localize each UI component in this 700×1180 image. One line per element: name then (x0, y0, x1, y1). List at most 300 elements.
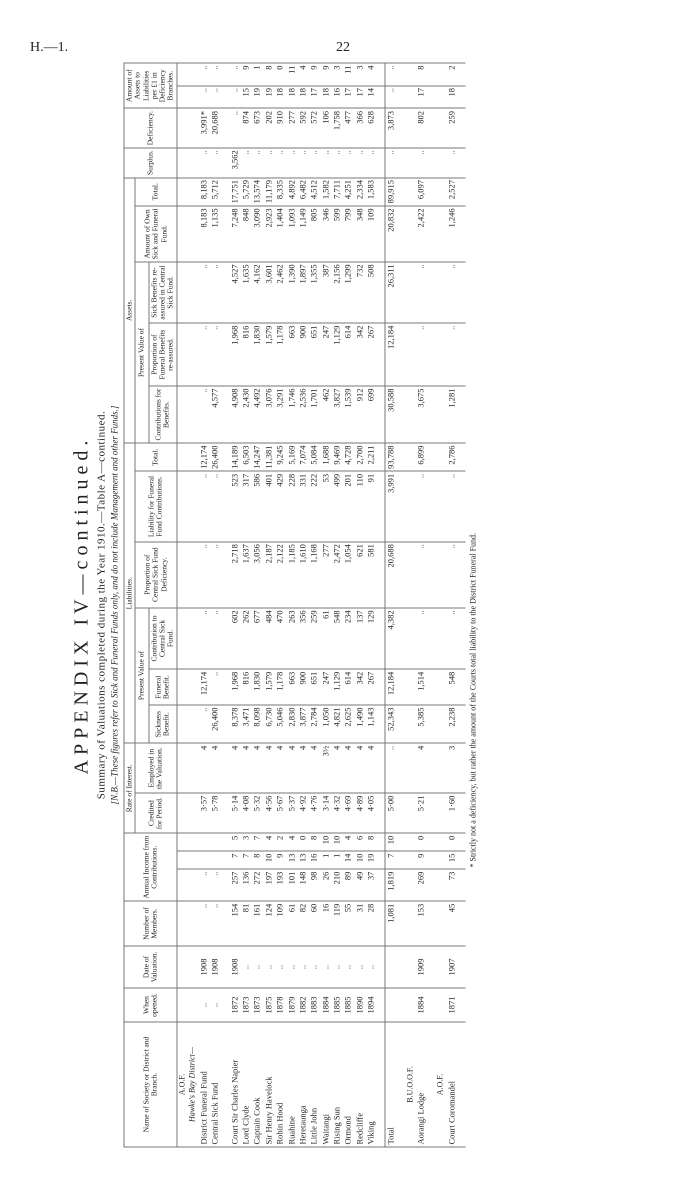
cell-surplus: .. (446, 148, 457, 178)
cell-sickness: 26,400 (209, 705, 220, 743)
table-row (365, 63, 376, 1147)
total-a-contrib: 30,588 (385, 386, 397, 443)
cell-opened: 1871 (446, 988, 457, 1022)
cell-members: 153 (415, 901, 426, 946)
table-subtitle: Summary of Valuations completed during the Year 1910.—Table A—continued. (95, 410, 107, 800)
cell-a-prop: 663 (286, 323, 297, 386)
cell-sickness: 5,385 (415, 705, 426, 743)
page-ref: H.—1. (30, 40, 69, 55)
society-name-row (435, 63, 446, 1147)
cell-contrib: 259 (308, 608, 319, 669)
cell-a-sick: .. (209, 262, 220, 323)
cell-prop: 2,122 (274, 542, 285, 608)
cell-sickness: 8,378 (229, 705, 240, 743)
cell-valuation: .. (297, 946, 308, 988)
cell-total-l: 9,245 (274, 443, 285, 471)
cell-income-s: 1 (320, 851, 331, 869)
cell-rate-cred: 3·57 (198, 793, 209, 833)
cell-a-own: 109 (365, 206, 376, 262)
cell-per-s: 18 (297, 86, 308, 109)
cell-rate-cred: 4·92 (297, 793, 308, 833)
cell-income-l: 26 (320, 869, 331, 901)
cell-a-sick: 4,162 (251, 262, 262, 323)
cell-deficiency: 592 (297, 108, 308, 147)
cell-a-sick: 2,462 (274, 262, 285, 323)
cell-income-d: 10 (331, 833, 342, 851)
cell-a-sick: 1,355 (308, 262, 319, 323)
society-name: B.U.O.O.F. (405, 1022, 416, 1147)
cell-deficiency: 477 (342, 108, 353, 147)
cell-per-s: 18 (274, 86, 285, 109)
cell-a-total: 8,335 (274, 178, 285, 206)
cell-surplus: 3,562 (229, 148, 240, 178)
cell-income-l: 49 (354, 869, 365, 901)
total-opened (385, 988, 397, 1022)
cell-a-own: 8,183 (198, 206, 209, 262)
cell-income-d: 4 (263, 833, 274, 851)
cell-deficiency: 3,991* (198, 108, 209, 147)
col-liab-funeral: Liability for Funeral Fund Contributions. (135, 471, 176, 541)
branch-name: Viking (365, 1022, 376, 1147)
cell-members: 161 (251, 901, 262, 946)
cell-per-s: 18 (446, 86, 457, 109)
total-per-s: .. (385, 86, 397, 109)
cell-prop: .. (198, 542, 209, 608)
cell-funeral: 651 (308, 669, 319, 705)
table-row (308, 63, 319, 1147)
cell-members: 55 (342, 901, 353, 946)
cell-surplus: .. (240, 148, 251, 178)
cell-per-d: .. (229, 63, 240, 86)
cell-liab: 317 (240, 471, 251, 541)
cell-a-own: 805 (308, 206, 319, 262)
cell-a-own: 799 (342, 206, 353, 262)
cell-funeral: 548 (446, 669, 457, 705)
cell-prop: 2,718 (229, 542, 240, 608)
branch-name: Sir Henry Havelock (263, 1022, 274, 1147)
total-a-prop: 12,184 (385, 323, 397, 386)
cell-opened: 1872 (229, 988, 240, 1022)
cell-members: 60 (308, 901, 319, 946)
cell-income-d: 0 (415, 833, 426, 851)
cell-income-l: 257 (229, 869, 240, 901)
col-liab-total: Total. (135, 443, 176, 471)
cell-surplus: .. (320, 148, 331, 178)
cell-income-d: 8 (365, 833, 376, 851)
cell-a-own: 7,248 (229, 206, 240, 262)
cell-surplus: .. (342, 148, 353, 178)
cell-a-total: 4,512 (308, 178, 319, 206)
cell-a-sick: 387 (320, 262, 331, 323)
total-income-s: 7 (385, 851, 397, 869)
cell-total-l: 26,400 (209, 443, 220, 471)
cell-income-d: 2 (274, 833, 285, 851)
cell-a-own: 3,090 (251, 206, 262, 262)
cell-surplus: .. (198, 148, 209, 178)
col-contrib-benefits: Contributions for Benefits. (148, 386, 176, 443)
total-a-total: 89,915 (385, 178, 397, 206)
cell-a-total: 11,179 (263, 178, 274, 206)
table-row (320, 63, 331, 1147)
cell-funeral: 1,968 (229, 669, 240, 705)
cell-per-d: 2 (446, 63, 457, 86)
cell-per-d: 9 (308, 63, 319, 86)
cell-a-total: 2,527 (446, 178, 457, 206)
table-row (286, 63, 297, 1147)
cell-valuation: .. (331, 946, 342, 988)
cell-funeral: 1,830 (251, 669, 262, 705)
cell-contrib: .. (198, 608, 209, 669)
cell-deficiency: 202 (263, 108, 274, 147)
cell-funeral: 1,178 (274, 669, 285, 705)
cell-total-l: 2,211 (365, 443, 376, 471)
cell-rate-cred: 4·56 (263, 793, 274, 833)
cell-per-d: 4 (365, 63, 376, 86)
cell-funeral: 342 (354, 669, 365, 705)
cell-a-contrib: 699 (365, 386, 376, 443)
cell-rate-emp: 4 (331, 743, 342, 793)
cell-prop: .. (415, 542, 426, 608)
cell-deficiency: 366 (354, 108, 365, 147)
cell-surplus: .. (286, 148, 297, 178)
cell-surplus: .. (251, 148, 262, 178)
cell-liab: .. (415, 471, 426, 541)
cell-a-prop: 267 (365, 323, 376, 386)
col-contrib-central: Contribution to Central Sick Fund. (148, 608, 176, 669)
cell-a-prop: 1,968 (229, 323, 240, 386)
cell-liab: 429 (274, 471, 285, 541)
col-sick-reassured: Sick Benefits re-assured in Central Sick Fund. (148, 262, 176, 323)
branch-name: Lord Clyde (240, 1022, 251, 1147)
cell-total-l: 2,786 (446, 443, 457, 471)
cell-opened: 1883 (308, 988, 319, 1022)
cell-a-sick: 1,390 (286, 262, 297, 323)
cell-a-total: 4,251 (342, 178, 353, 206)
cell-a-prop: .. (209, 323, 220, 386)
cell-per-d: 8 (415, 63, 426, 86)
cell-a-contrib: 3,291 (274, 386, 285, 443)
page-number: 22 (336, 40, 350, 55)
table-row (331, 63, 342, 1147)
cell-income-l: 101 (286, 869, 297, 901)
cell-rate-cred: 4·05 (365, 793, 376, 833)
cell-rate-emp: 4 (342, 743, 353, 793)
cell-a-prop: 1,579 (263, 323, 274, 386)
cell-income-l: .. (209, 869, 220, 901)
cell-income-l: 148 (297, 869, 308, 901)
cell-a-sick: 508 (365, 262, 376, 323)
col-per-pound: Amount of Assets to Liabilities per £1 in Deficiency Branches. (124, 63, 177, 108)
cell-total-l: 4,728 (342, 443, 353, 471)
cell-a-contrib: .. (198, 386, 209, 443)
cell-per-d: 9 (240, 63, 251, 86)
branch-name: Rising Sun (331, 1022, 342, 1147)
cell-sickness: 8,098 (251, 705, 262, 743)
cell-a-own: 2,923 (263, 206, 274, 262)
cell-deficiency: 277 (286, 108, 297, 147)
cell-per-d: 11 (286, 63, 297, 86)
table-row (229, 63, 240, 1147)
cell-surplus: .. (274, 148, 285, 178)
cell-surplus: .. (365, 148, 376, 178)
cell-per-s: .. (209, 86, 220, 109)
cell-a-own: 348 (354, 206, 365, 262)
branch-name: Redcliffe (354, 1022, 365, 1147)
cell-deficiency: 673 (251, 108, 262, 147)
cell-rate-emp: 4 (415, 743, 426, 793)
total-contrib: 4,382 (385, 608, 397, 669)
cell-surplus: .. (308, 148, 319, 178)
cell-a-own: 599 (331, 206, 342, 262)
cell-a-total: 5,729 (240, 178, 251, 206)
cell-funeral: 247 (320, 669, 331, 705)
cell-per-s: .. (229, 86, 240, 109)
cell-a-contrib: 462 (320, 386, 331, 443)
cell-rate-emp: 4 (286, 743, 297, 793)
cell-rate-emp: 3 (446, 743, 457, 793)
cell-a-contrib: 2,536 (297, 386, 308, 443)
cell-contrib: 548 (331, 608, 342, 669)
cell-a-own: 1,404 (274, 206, 285, 262)
cell-income-d: 4 (286, 833, 297, 851)
cell-a-contrib: 3,675 (415, 386, 426, 443)
cell-rate-emp: 4 (209, 743, 220, 793)
cell-contrib: .. (209, 608, 220, 669)
cell-a-own: 848 (240, 206, 251, 262)
cell-valuation: .. (286, 946, 297, 988)
cell-rate-emp: 4 (297, 743, 308, 793)
cell-a-sick: .. (198, 262, 209, 323)
cell-deficiency: 802 (415, 108, 426, 147)
cell-income-d: 6 (354, 833, 365, 851)
cell-income-d: 10 (320, 833, 331, 851)
total-income-d: 10 (385, 833, 397, 851)
cell-funeral: 1,129 (331, 669, 342, 705)
cell-rate-emp: 4 (229, 743, 240, 793)
cell-opened: 1873 (240, 988, 251, 1022)
cell-opened: 1894 (365, 988, 376, 1022)
cell-per-d: 0 (274, 63, 285, 86)
cell-liab: 228 (286, 471, 297, 541)
cell-rate-cred: 5·78 (209, 793, 220, 833)
cell-per-d: 3 (354, 63, 365, 86)
cell-funeral: 267 (365, 669, 376, 705)
cell-sickness: 3,877 (297, 705, 308, 743)
society-name-row (405, 63, 416, 1147)
col-liab-present-value: Present Value of (135, 608, 149, 743)
cell-members: 16 (320, 901, 331, 946)
cell-income-s: 15 (446, 851, 457, 869)
cell-liab: 91 (365, 471, 376, 541)
branch-name: Ruahine (286, 1022, 297, 1147)
col-funeral: Funeral Benefit. (148, 669, 176, 705)
branch-name: Ormond (342, 1022, 353, 1147)
cell-contrib: 677 (251, 608, 262, 669)
cell-rate-emp: 4 (240, 743, 251, 793)
cell-a-own: 2,422 (415, 206, 426, 262)
cell-rate-emp: 4 (308, 743, 319, 793)
cell-income-d: 0 (446, 833, 457, 851)
cell-a-contrib: 4,492 (251, 386, 262, 443)
cell-contrib: .. (446, 608, 457, 669)
total-rate-emp: .. (385, 743, 397, 793)
cell-rate-cred: 5·37 (286, 793, 297, 833)
cell-opened: 1875 (263, 988, 274, 1022)
table-body (176, 63, 465, 1147)
cell-a-sick: 2,156 (331, 262, 342, 323)
cell-per-d: 3 (331, 63, 342, 86)
cell-a-prop: .. (198, 323, 209, 386)
cell-contrib: 262 (240, 608, 251, 669)
cell-prop: .. (209, 542, 220, 608)
cell-sickness: 2,830 (286, 705, 297, 743)
col-liabilities: Liabilities. (124, 443, 135, 743)
cell-valuation: .. (274, 946, 285, 988)
cell-rate-cred: 4·89 (354, 793, 365, 833)
cell-total-l: 7,074 (297, 443, 308, 471)
cell-deficiency: 1,758 (331, 108, 342, 147)
cell-funeral: 816 (240, 669, 251, 705)
total-funeral: 12,184 (385, 669, 397, 705)
cell-valuation: .. (342, 946, 353, 988)
table-row (198, 63, 209, 1147)
cell-opened: .. (209, 988, 220, 1022)
cell-contrib: 263 (286, 608, 297, 669)
cell-valuation: .. (308, 946, 319, 988)
cell-liab: 222 (308, 471, 319, 541)
cell-opened: 1885 (342, 988, 353, 1022)
cell-rate-cred: 4·76 (308, 793, 319, 833)
cell-sickness: 3,471 (240, 705, 251, 743)
cell-income-l: 272 (251, 869, 262, 901)
cell-opened: 1890 (354, 988, 365, 1022)
table-row (415, 63, 426, 1147)
cell-income-s: 7 (229, 851, 240, 869)
col-rate: Rate of Interest. (124, 743, 135, 833)
cell-a-prop: 900 (297, 323, 308, 386)
cell-members: 28 (365, 901, 376, 946)
cell-members: 31 (354, 901, 365, 946)
cell-prop: 621 (354, 542, 365, 608)
cell-deficiency: 874 (240, 108, 251, 147)
cell-valuation: 1909 (415, 946, 426, 988)
cell-liab: .. (198, 471, 209, 541)
cell-income-d: 3 (240, 833, 251, 851)
table-row (240, 63, 251, 1147)
cell-a-total: 17,751 (229, 178, 240, 206)
cell-income-d: 7 (251, 833, 262, 851)
cell-rate-cred: 5·21 (415, 793, 426, 833)
cell-funeral: 900 (297, 669, 308, 705)
society-name: A.O.F. (435, 1022, 446, 1147)
cell-income-d: 0 (297, 833, 308, 851)
cell-sickness: 1,050 (320, 705, 331, 743)
cell-rate-emp: 4 (274, 743, 285, 793)
cell-a-total: 6,482 (297, 178, 308, 206)
cell-a-total: 4,892 (286, 178, 297, 206)
cell-per-s: 14 (365, 86, 376, 109)
col-name: Name of Society or District and Branch. (124, 1022, 177, 1147)
cell-a-sick: 1,299 (342, 262, 353, 323)
cell-a-contrib: 3,827 (331, 386, 342, 443)
branch-name: Robin Hood (274, 1022, 285, 1147)
district-name-row (187, 63, 198, 1147)
cell-rate-emp: 4 (365, 743, 376, 793)
cell-sickness: 2,784 (308, 705, 319, 743)
branch-name: Heretaunga (297, 1022, 308, 1147)
rotated-table-region (70, 63, 630, 1148)
cell-a-contrib: 912 (354, 386, 365, 443)
cell-income-s: 9 (415, 851, 426, 869)
cell-a-sick: .. (446, 262, 457, 323)
col-members: Number of Members. (124, 901, 177, 946)
total-prop: 20,688 (385, 542, 397, 608)
table-row (446, 63, 457, 1147)
cell-a-contrib: 4,908 (229, 386, 240, 443)
cell-per-s: 16 (331, 86, 342, 109)
cell-per-d: .. (209, 63, 220, 86)
cell-members: .. (198, 901, 209, 946)
cell-prop: 2,187 (263, 542, 274, 608)
cell-income-s: 9 (274, 851, 285, 869)
cell-valuation: 1907 (446, 946, 457, 988)
cell-valuation: .. (320, 946, 331, 988)
table-row (251, 63, 262, 1147)
col-prop-central: Proportion of Central Sick Fund Deficiency. (135, 542, 176, 608)
col-valuation: Date of Valuation. (124, 946, 177, 988)
cell-rate-emp: 3½ (320, 743, 331, 793)
cell-total-l: 9,469 (331, 443, 342, 471)
cell-opened: 1882 (297, 988, 308, 1022)
cell-sickness: 2,625 (342, 705, 353, 743)
cell-contrib: 129 (365, 608, 376, 669)
cell-total-l: 11,381 (263, 443, 274, 471)
cell-a-prop: 342 (354, 323, 365, 386)
cell-a-prop: 1,129 (331, 323, 342, 386)
cell-prop: 581 (365, 542, 376, 608)
cell-surplus: .. (209, 148, 220, 178)
cell-income-d: 4 (342, 833, 353, 851)
cell-deficiency: 106 (320, 108, 331, 147)
cell-per-s: 18 (320, 86, 331, 109)
cell-liab: 523 (229, 471, 240, 541)
cell-income-l: 89 (342, 869, 353, 901)
cell-contrib: 602 (229, 608, 240, 669)
cell-income-d (198, 833, 209, 851)
branch-name: Little John (308, 1022, 319, 1147)
cell-rate-cred: 1·60 (446, 793, 457, 833)
cell-rate-emp: 4 (251, 743, 262, 793)
cell-surplus: .. (331, 148, 342, 178)
valuation-table (123, 63, 465, 1148)
cell-a-total: 7,711 (331, 178, 342, 206)
col-assets-total: Total. (135, 178, 176, 206)
cell-prop: .. (446, 542, 457, 608)
cell-a-contrib: 2,430 (240, 386, 251, 443)
total-members: 1,081 (385, 901, 397, 946)
total-deficiency: 3,873 (385, 108, 397, 147)
cell-a-sick: 4,527 (229, 262, 240, 323)
cell-contrib: .. (415, 608, 426, 669)
cell-contrib: 234 (342, 608, 353, 669)
cell-per-d: 11 (342, 63, 353, 86)
cell-prop: 2,472 (331, 542, 342, 608)
cell-per-s: 17 (308, 86, 319, 109)
cell-a-prop: 651 (308, 323, 319, 386)
cell-contrib: 484 (263, 608, 274, 669)
col-sickness: Sickness Benefit. (148, 705, 176, 743)
cell-a-prop: 816 (240, 323, 251, 386)
